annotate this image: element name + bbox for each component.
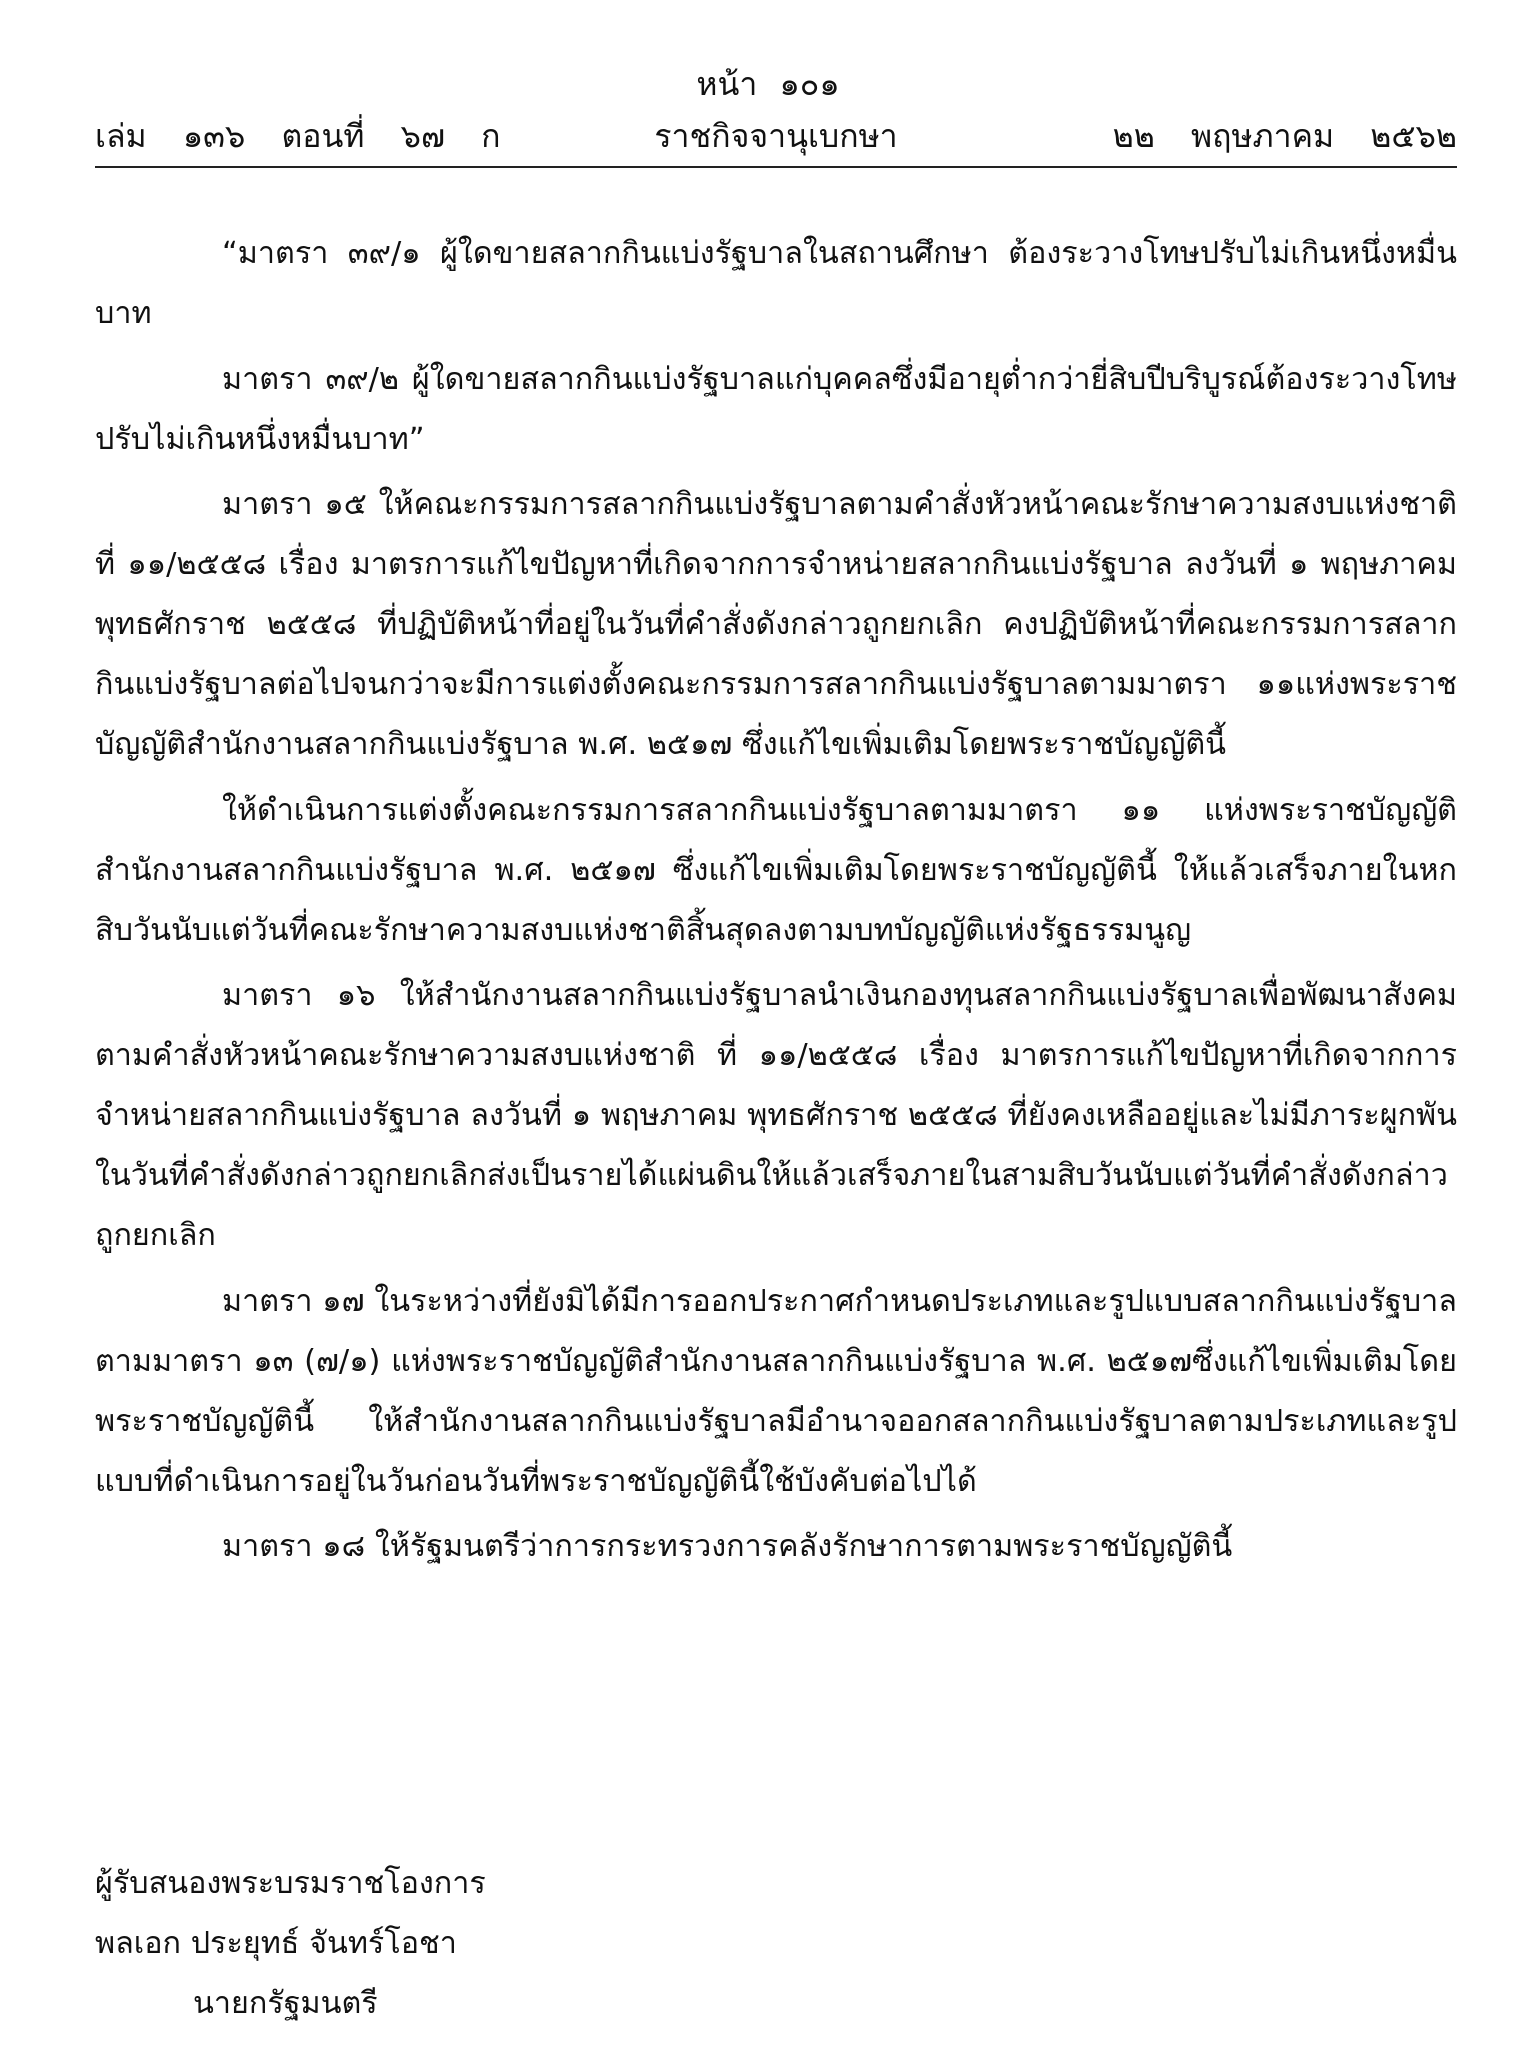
signatory-position: นายกรัฐมนตรี <box>193 1986 378 2021</box>
paragraph-section-18: มาตรา ๑๘ ให้รัฐมนตรีว่าการกระทรวงการคลังรักษาการตามพระราชบัญญัตินี้ <box>222 1529 1233 1564</box>
page-number-value: ๑๐๑ <box>779 65 840 103</box>
issue-number: ๖๗ <box>400 117 445 155</box>
paragraph-section-15: มาตรา ๑๕ ให้คณะกรรมการสลากกินแบ่งรัฐบาลตามคำสั่งหัวหน้าคณะรักษาความสงบแห่งชาติที่ ๑๑/๒๕๕๘ เรื่อง มาตรการแก้ไขปัญหาที่เกิดจากการจำหน่ายสลากกินแบ่งรัฐบาล ลงวันที่ ๑ พฤษภาคมพุทธศักราช ๒๕๕๘ ที่ปฏิบัติหน้าที่อยู่ในวันที่คำสั่งดังกล่าวถูกยกเลิก คงปฏิบัติหน้าที่คณะกรรมการสลากกินแบ่งรัฐบาลต่อไปจนกว่าจะมีการแต่งตั้งคณะกรรมการสลากกินแบ่งรัฐบาลตามมาตรา ๑๑แห่งพระราชบัญญัติสำนักงานสลากกินแบ่งรัฐบาล พ.ศ. ๒๕๑๗ ซึ่งแก้ไขเพิ่มเติมโดยพระราชบัญญัตินี้ <box>95 487 1457 762</box>
paragraph-section-16: มาตรา ๑๖ ให้สำนักงานสลากกินแบ่งรัฐบาลนำเงินกองทุนสลากกินแบ่งรัฐบาลเพื่อพัฒนาสังคมตามคำสั่งหัวหน้าคณะรักษาความสงบแห่งชาติ ที่ ๑๑/๒๕๕๘ เรื่อง มาตรการแก้ไขปัญหาที่เกิดจากการจำหน่ายสลากกินแบ่งรัฐบาล ลงวันที่ ๑ พฤษภาคม พุทธศักราช ๒๕๕๘ ที่ยังคงเหลืออยู่และไม่มีภาระผูกพันในวันที่คำสั่งดังกล่าวถูกยกเลิกส่งเป็นรายได้แผ่นดินให้แล้วเสร็จภายในสามสิบวันนับแต่วันที่คำสั่งดังกล่าวถูกยกเลิก <box>95 978 1457 1253</box>
countersign-line: ผู้รับสนองพระบรมราชโองการ <box>95 1866 486 1901</box>
page-number <box>0 62 1536 106</box>
date-day: ๒๒ <box>1112 117 1155 155</box>
paragraph-section-17: มาตรา ๑๗ ในระหว่างที่ยังมิได้มีการออกประกาศกำหนดประเภทและรูปแบบสลากกินแบ่งรัฐบาลตามมาตรา ๑๓ (๗/๑) แห่งพระราชบัญญัติสำนักงานสลากกินแบ่งรัฐบาล พ.ศ. ๒๕๑๗ซึ่งแก้ไขเพิ่มเติมโดยพระราชบัญญัตินี้ ให้สำนักงานสลากกินแบ่งรัฐบาลมีอำนาจออกสลากกินแบ่งรัฐบาลตามประเภทและรูปแบบที่ดำเนินการอยู่ในวันก่อนวันที่พระราชบัญญัตินี้ใช้บังคับต่อไปได้ <box>95 1283 1457 1499</box>
gazette-header <box>95 114 1457 164</box>
paragraph-section-39-1: “มาตรา ๓๙/๑ ผู้ใดขายสลากกินแบ่งรัฐบาลในสถานศึกษา ต้องระวางโทษปรับไม่เกินหนึ่งหมื่นบาท <box>95 236 1457 331</box>
date-month: พฤษภาคม <box>1190 117 1335 155</box>
paragraph-section-39-2: มาตรา ๓๙/๒ ผู้ใดขายสลากกินแบ่งรัฐบาลแก่บุคคลซึ่งมีอายุต่ำกว่ายี่สิบปีบริบูรณ์ต้องระวางโทษปรับไม่เกินหนึ่งหมื่นบาท” <box>95 361 1457 457</box>
document-body <box>95 224 1457 1583</box>
paragraph-section-15-appointment: ให้ดำเนินการแต่งตั้งคณะกรรมการสลากกินแบ่งรัฐบาลตามมาตรา ๑๑ แห่งพระราชบัญญัติสำนักงานสลากกินแบ่งรัฐบาล พ.ศ. ๒๕๑๗ ซึ่งแก้ไขเพิ่มเติมโดยพระราชบัญญัตินี้ ให้แล้วเสร็จภายในหกสิบวันนับแต่วันที่คณะรักษาความสงบแห่งชาติสิ้นสุดลงตามบทบัญญัติแห่งรัฐธรรมนูญ <box>95 792 1457 948</box>
header-divider <box>95 166 1457 168</box>
publication-date <box>1113 114 1457 158</box>
publication-title: ราชกิจจานุเบกษา <box>654 117 898 155</box>
volume-label: เล่ม <box>95 117 147 155</box>
signature-block <box>95 1854 486 2034</box>
page-number-label: หน้า <box>696 65 758 103</box>
date-year: ๒๕๖๒ <box>1370 117 1457 155</box>
issue-section: ก <box>481 117 501 155</box>
issue-label: ตอนที่ <box>281 117 365 155</box>
signatory-name: พลเอก ประยุทธ์ จันทร์โอชา <box>95 1926 457 1961</box>
volume-number: ๑๓๖ <box>182 117 246 155</box>
